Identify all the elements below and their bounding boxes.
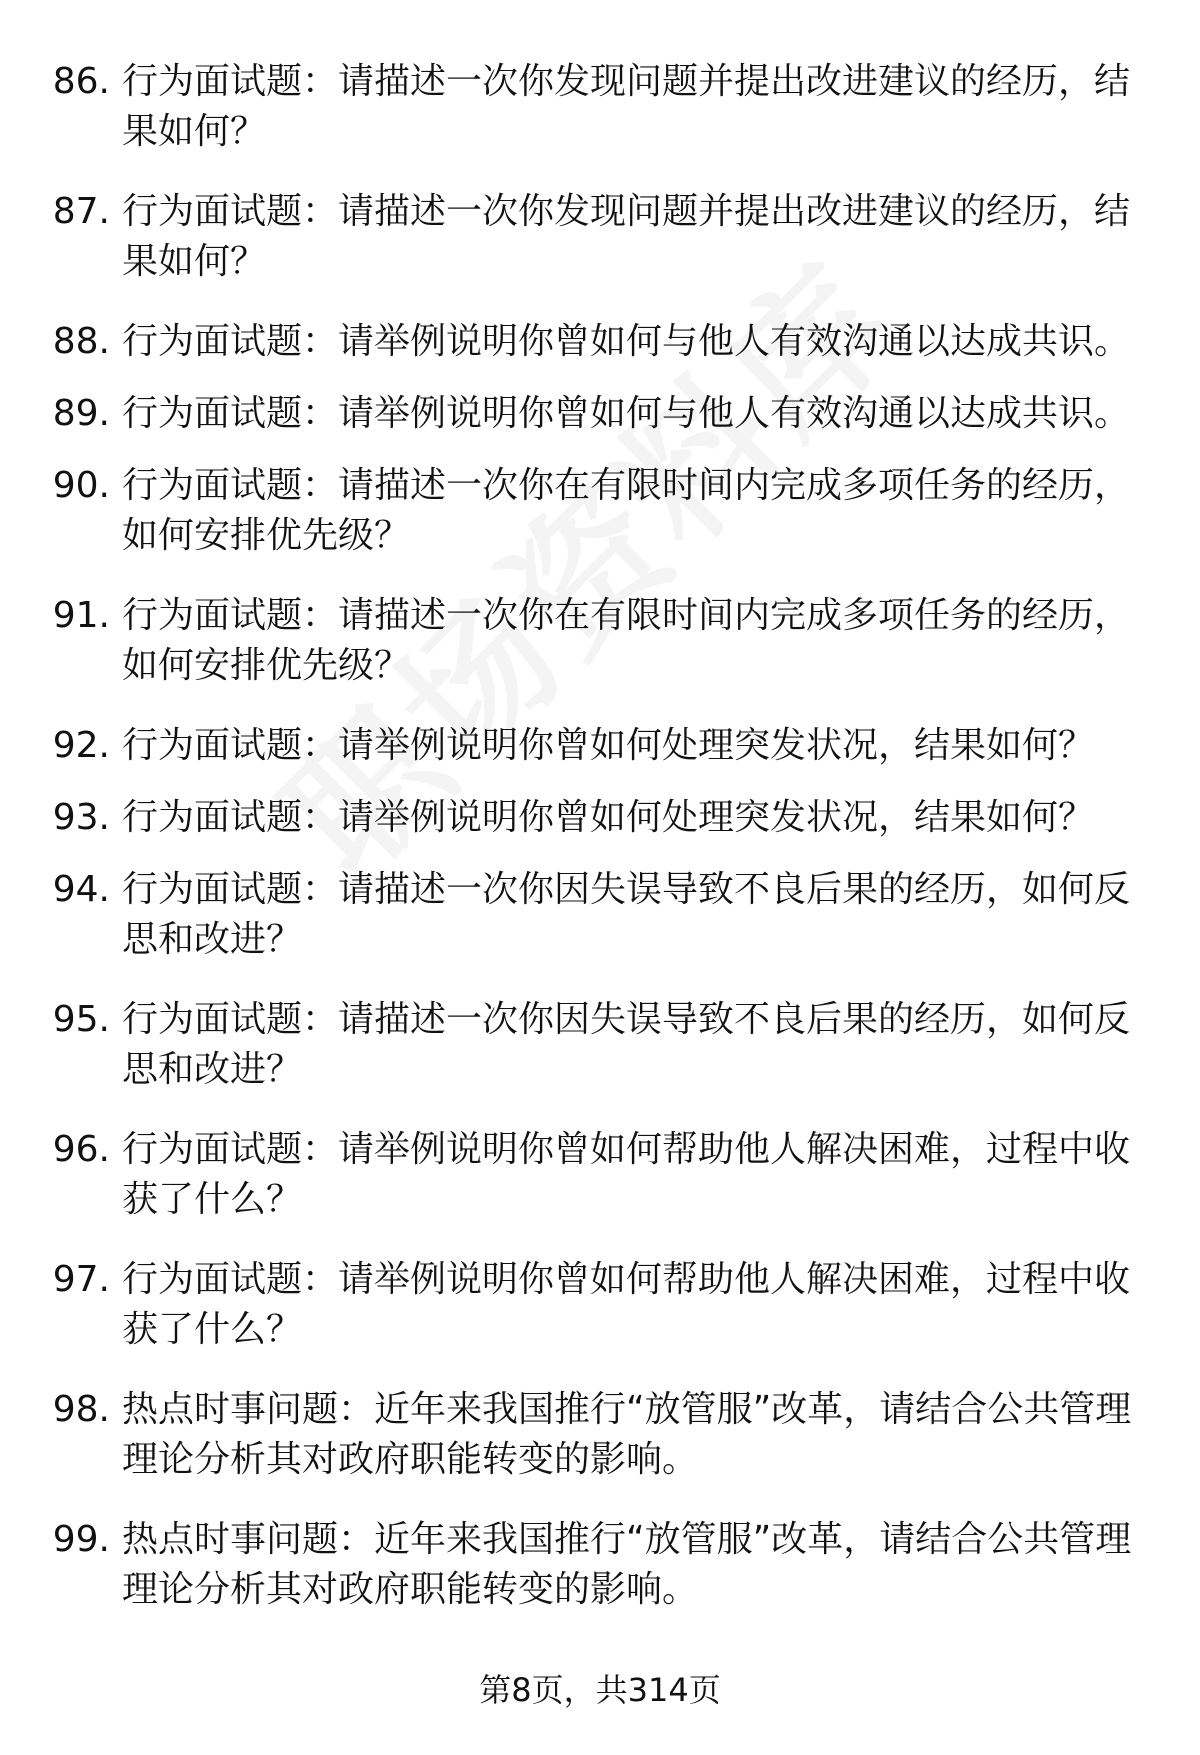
item-number: 87. [52,191,110,232]
list-item [48,1515,1158,1615]
list-item [48,721,1158,771]
item-text: 行为面试题：请描述一次你发现问题并提出改进建议的经历，结果如何？ [122,191,1131,282]
item-text: 行为面试题：请举例说明你曾如何处理突发状况，结果如何？ [122,797,1095,838]
item-text: 行为面试题：请举例说明你曾如何帮助他人解决困难，过程中收获了什么？ [122,1129,1131,1220]
list-item [48,57,1158,157]
item-text: 行为面试题：请描述一次你在有限时间内完成多项任务的经历，如何安排优先级？ [122,595,1131,686]
list-item [48,1385,1158,1485]
item-text: 行为面试题：请举例说明你曾如何与他人有效沟通以达成共识。 [122,321,1131,362]
item-text: 行为面试题：请描述一次你在有限时间内完成多项任务的经历，如何安排优先级？ [122,465,1131,556]
list-item [48,389,1158,439]
item-text: 行为面试题：请举例说明你曾如何与他人有效沟通以达成共识。 [122,393,1131,434]
item-number: 86. [52,61,110,102]
item-text: 行为面试题：请描述一次你因失误导致不良后果的经历，如何反思和改进？ [122,999,1131,1090]
list-item [48,461,1158,561]
item-number: 96. [52,1129,110,1170]
item-text: 行为面试题：请举例说明你曾如何帮助他人解决困难，过程中收获了什么？ [122,1259,1131,1350]
question-list [48,57,1158,1615]
item-number: 93. [52,797,110,838]
page-footer: 第8页，共314页 [479,1671,721,1709]
item-text: 热点时事问题：近年来我国推行“放管服”改革，请结合公共管理理论分析其对政府职能转变的影响。 [122,1389,1132,1480]
item-number: 95. [52,999,110,1040]
list-item [48,865,1158,965]
item-number: 88. [52,321,110,362]
list-item [48,1125,1158,1225]
item-text: 行为面试题：请举例说明你曾如何处理突发状况，结果如何？ [122,725,1095,766]
item-number: 89. [52,393,110,434]
item-number: 90. [52,465,110,506]
list-item [48,187,1158,287]
item-number: 99. [52,1519,110,1560]
item-text: 热点时事问题：近年来我国推行“放管服”改革，请结合公共管理理论分析其对政府职能转变的影响。 [122,1519,1132,1610]
item-number: 97. [52,1259,110,1300]
list-item [48,995,1158,1095]
list-item [48,793,1158,843]
item-number: 98. [52,1389,110,1430]
item-text: 行为面试题：请描述一次你发现问题并提出改进建议的经历，结果如何？ [122,61,1131,152]
list-item [48,1255,1158,1355]
item-number: 94. [52,869,110,910]
list-item [48,591,1158,691]
item-text: 行为面试题：请描述一次你因失误导致不良后果的经历，如何反思和改进？ [122,869,1131,960]
item-number: 92. [52,725,110,766]
item-number: 91. [52,595,110,636]
list-item [48,317,1158,367]
